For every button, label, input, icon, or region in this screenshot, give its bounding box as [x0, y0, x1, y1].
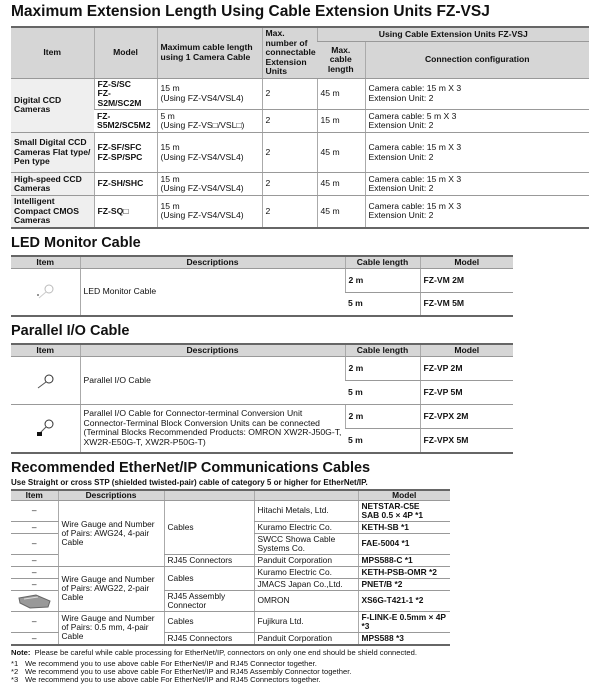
length-note: (Using FZ-VS4/VSL4)	[160, 210, 244, 221]
length-note: (Using FZ-VS4/VSL4)	[160, 183, 244, 193]
length-note: (Using FZ-VS4/VSL4)	[160, 151, 244, 162]
maker: Fujikura Ltd.	[254, 611, 358, 632]
item-name: Small Digital CCD Cameras Flat type/ Pen type	[11, 133, 94, 173]
max-length	[157, 173, 262, 196]
header-descriptions: Descriptions	[58, 490, 164, 501]
config-cable: Camera cable: 15 m X 3	[368, 83, 462, 94]
max-number: 2	[262, 133, 317, 173]
header-max-number: Max. number of connectable Extension Units	[262, 27, 317, 78]
item-dash: –	[11, 500, 58, 521]
model: FZ-VPX 2M	[420, 405, 513, 429]
max-cable-length: 45 m	[317, 78, 365, 110]
cable-length: 2 m	[345, 269, 420, 293]
type: RJ45 Assembly Connector	[164, 590, 254, 611]
config-cable: Camera cable: 15 m X 3	[368, 142, 462, 152]
model: FZ-VM 2M	[420, 269, 513, 293]
description: Wire Gauge and Number of Pairs: 0.5 mm, 4-pair Cable	[58, 611, 164, 645]
cable-length: 2 m	[345, 357, 420, 381]
item-dash: –	[11, 566, 58, 578]
notes	[11, 649, 589, 685]
description: Parallel I/O Cable for Connector-terminal Conversion Unit Connector-Terminal Block Conversion Units can be connected (Terminal Blocks Recommended Products: OMRON XW2R-J50G-T, XW2R-E50G-T, XW2R-P50G-T)	[80, 405, 345, 453]
cable-length: 5 m	[345, 293, 420, 316]
section-title-extension: Maximum Extension Length Using Cable Extension Units FZ-VSJ	[11, 3, 490, 20]
model: KETH-SB *1	[358, 521, 450, 533]
table-row	[11, 405, 513, 429]
max-number: 2	[262, 173, 317, 196]
config-units: Extension Unit: 2	[368, 210, 434, 221]
max-length	[157, 133, 262, 173]
max-cable-length: 45 m	[317, 173, 365, 196]
type: RJ45 Connectors	[164, 554, 254, 566]
length-note: (Using FZ-VS□/VSL□)	[160, 120, 245, 130]
model: MPS588 *3	[358, 632, 450, 645]
header-cable-length: Cable length	[345, 256, 420, 269]
type: Cables	[164, 611, 254, 632]
model: FAE-5004 *1	[358, 533, 450, 554]
connection-config	[365, 173, 589, 196]
config-units: Extension Unit: 2	[368, 120, 434, 130]
model: XS6G-T421-1 *2	[358, 590, 450, 611]
model: FZ-SH/SHC	[94, 173, 157, 196]
config-units: Extension Unit: 2	[368, 92, 434, 103]
length: 15 m	[160, 173, 180, 184]
item-dash: –	[11, 554, 58, 566]
model: FZ-S5M2/SC5M2	[94, 110, 157, 133]
section-title-parallel-io: Parallel I/O Cable	[11, 322, 130, 339]
footnote-key: *3	[11, 675, 19, 685]
max-number: 2	[262, 110, 317, 133]
footnote-text: We recommend you to use above cable For EtherNet/IP and RJ45 Connector together.	[25, 658, 317, 668]
led-table	[11, 255, 513, 317]
header-max-length: Maximum cable length using 1 Camera Cable	[157, 27, 262, 78]
item-dash: –	[11, 533, 58, 554]
connection-config	[365, 196, 589, 228]
item-name: High-speed CCD Cameras	[11, 173, 94, 196]
maker: Panduit Corporation	[254, 632, 358, 645]
config-units: Extension Unit: 2	[368, 183, 434, 193]
item-dash: –	[11, 611, 58, 632]
item-name: Digital CCD Cameras	[11, 78, 94, 133]
model: NETSTAR-C5E SAB 0.5 × 4P *1	[358, 500, 450, 521]
description: Parallel I/O Cable	[80, 357, 345, 405]
item-image	[11, 590, 58, 611]
max-cable-length: 45 m	[317, 133, 365, 173]
model: FZ-VM 5M	[420, 293, 513, 316]
cable-length: 5 m	[345, 429, 420, 453]
type: Cables	[164, 566, 254, 590]
item-dash: –	[11, 632, 58, 645]
table-row	[11, 78, 589, 110]
header-model: Model	[420, 344, 513, 357]
note-label: Note:	[11, 647, 31, 657]
model: FZ-VP 5M	[420, 381, 513, 405]
table-row	[11, 196, 589, 228]
max-length	[157, 196, 262, 228]
header-descriptions: Descriptions	[80, 256, 345, 269]
description: Wire Gauge and Number of Pairs: AWG24, 4-pair Cable	[58, 500, 164, 566]
length-note: (Using FZ-VS4/VSL4)	[160, 92, 244, 103]
model: F-LINK-E 0.5mm × 4P *3	[358, 611, 450, 632]
section-subtitle: Use Straight or cross STP (shielded twisted-pair) cable of category 5 or higher for EtherNet/IP.	[11, 477, 368, 487]
model: MPS588-C *1	[358, 554, 450, 566]
footnote-key: *1	[11, 658, 19, 668]
model: FZ-S/SC FZ-S2M/SC2M	[94, 78, 157, 110]
description: Wire Gauge and Number of Pairs: AWG22, 2-pair Cable	[58, 566, 164, 611]
header-item: Item	[11, 256, 80, 269]
table-row	[11, 611, 450, 632]
maker: Kuramo Electric Co.	[254, 521, 358, 533]
item-image	[11, 269, 80, 316]
cable-icon	[34, 283, 56, 301]
header-model: Model	[420, 256, 513, 269]
header-item: Item	[11, 27, 94, 78]
table-row	[11, 357, 513, 381]
type: Cables	[164, 500, 254, 554]
table-row	[11, 110, 589, 133]
config-cable: Camera cable: 15 m X 3	[368, 173, 462, 184]
section-title-led: LED Monitor Cable	[11, 234, 141, 251]
description: LED Monitor Cable	[80, 269, 345, 316]
rj45-connector-icon	[16, 592, 52, 610]
max-length	[157, 110, 262, 133]
config-units: Extension Unit: 2	[368, 151, 434, 162]
connection-config	[365, 110, 589, 133]
model: FZ-VP 2M	[420, 357, 513, 381]
item-dash: –	[11, 521, 58, 533]
extension-table	[11, 26, 589, 229]
parallel-io-table	[11, 343, 513, 454]
maker: JMACS Japan Co.,Ltd.	[254, 578, 358, 590]
section-title-ethernet: Recommended EtherNet/IP Communications Cables	[11, 459, 371, 476]
item-image	[11, 405, 80, 453]
header-model: Model	[358, 490, 450, 501]
footnote-key: *2	[11, 667, 19, 677]
max-length	[157, 78, 262, 110]
footnote	[11, 676, 589, 684]
length: 15 m	[160, 83, 180, 94]
header-group: Using Cable Extension Units FZ-VSJ	[317, 27, 589, 42]
maker: OMRON	[254, 590, 358, 611]
table-row	[11, 133, 589, 173]
config-cable: Camera cable: 5 m X 3	[368, 110, 457, 121]
model: KETH-PSB-OMR *2	[358, 566, 450, 578]
length: 15 m	[160, 200, 180, 211]
header-item: Item	[11, 344, 80, 357]
header-model: Model	[94, 27, 157, 78]
cable-icon	[34, 372, 56, 390]
maker: Kuramo Electric Co.	[254, 566, 358, 578]
cable-length: 5 m	[345, 381, 420, 405]
config-cable: Camera cable: 15 m X 3	[368, 200, 462, 211]
ethernet-table	[11, 489, 450, 646]
header-cable-length: Cable length	[345, 344, 420, 357]
maker: Panduit Corporation	[254, 554, 358, 566]
footnote-text: We recommend you to use above cable For EtherNet/IP and RJ45 Assembly Connector together.	[25, 667, 352, 677]
connection-config	[365, 133, 589, 173]
table-row	[11, 173, 589, 196]
model: FZ-VPX 5M	[420, 429, 513, 453]
model: PNET/B *2	[358, 578, 450, 590]
maker: Hitachi Metals, Ltd.	[254, 500, 358, 521]
table-row	[11, 269, 513, 293]
header-max-cable: Max. cable length	[317, 42, 365, 78]
cable-length: 2 m	[345, 405, 420, 429]
connection-config	[365, 78, 589, 110]
item-image	[11, 357, 80, 405]
model: FZ-SF/SFC FZ-SP/SPC	[94, 133, 157, 173]
model: FZ-SQ□	[94, 196, 157, 228]
max-cable-length: 45 m	[317, 196, 365, 228]
item-name: Intelligent Compact CMOS Cameras	[11, 196, 94, 228]
max-number: 2	[262, 196, 317, 228]
footnote-text: We recommend you to use above cable For EtherNet/IP and RJ45 Connectors together.	[25, 675, 321, 685]
note-text: Please be careful while cable processing for EtherNet/IP, connectors on only one end should be shield connected.	[34, 647, 417, 657]
max-number: 2	[262, 78, 317, 110]
max-cable-length: 15 m	[317, 110, 365, 133]
length: 5 m	[160, 110, 175, 121]
length: 15 m	[160, 142, 180, 152]
header-descriptions: Descriptions	[80, 344, 345, 357]
header-config: Connection configuration	[365, 42, 589, 78]
maker: SWCC Showa Cable Systems Co.	[254, 533, 358, 554]
header-maker	[254, 490, 358, 501]
header-type	[164, 490, 254, 501]
table-row	[11, 566, 450, 578]
table-row	[11, 500, 450, 521]
type: RJ45 Connectors	[164, 632, 254, 645]
header-item: Item	[11, 490, 58, 501]
item-dash: –	[11, 578, 58, 590]
cable-icon	[34, 417, 56, 439]
